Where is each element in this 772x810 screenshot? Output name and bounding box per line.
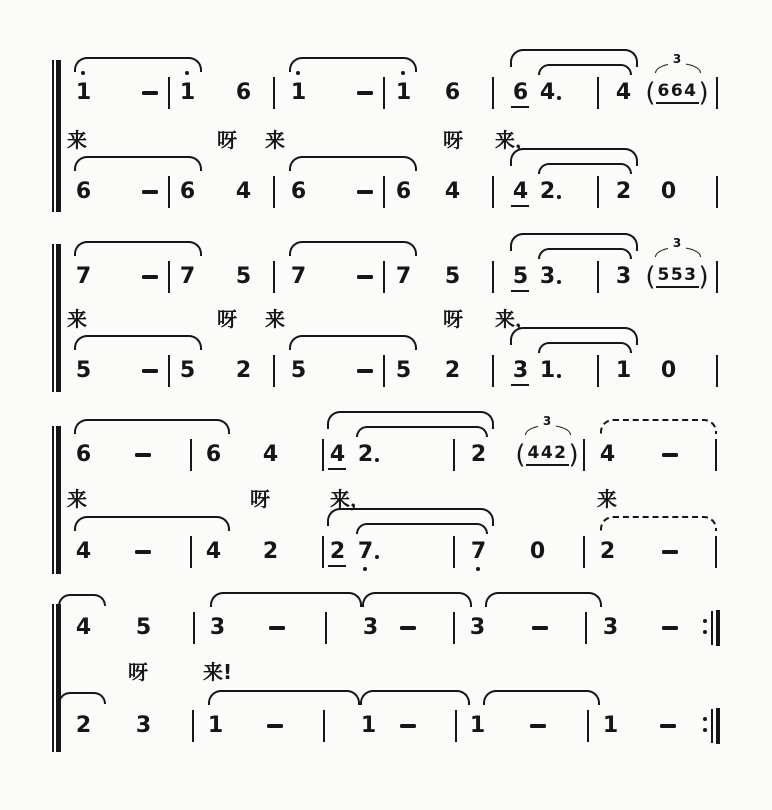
barline — [715, 536, 717, 568]
note-digit: 4 — [75, 539, 91, 564]
barline — [587, 710, 589, 742]
barline — [583, 439, 585, 471]
note-digit: 4 — [444, 179, 460, 204]
repeat-thick-bar — [716, 610, 721, 646]
duration-dash — [530, 724, 546, 728]
barline — [583, 536, 585, 568]
slur-arc — [74, 156, 202, 171]
barline — [273, 355, 275, 387]
note-digit: 2 — [470, 442, 486, 467]
repeat-thick-bar — [716, 708, 721, 744]
barline — [322, 439, 324, 471]
note-digit: 0 — [660, 179, 676, 204]
system-barline-thick — [56, 426, 61, 574]
duration-dash — [660, 724, 676, 728]
note-digit: 1 — [615, 358, 631, 383]
barline — [325, 612, 327, 644]
note-digit: 6 — [75, 442, 91, 467]
barline — [585, 612, 587, 644]
barline — [597, 355, 599, 387]
barline — [168, 261, 170, 293]
slur-arc — [74, 241, 202, 256]
barline — [383, 176, 385, 208]
repeat-dot — [703, 619, 707, 623]
slur-arc — [74, 57, 202, 72]
slur-arc — [289, 57, 417, 72]
barline — [716, 355, 718, 387]
slur-arc — [356, 523, 488, 534]
lyric-syllable: 呀 — [217, 128, 237, 152]
lyric-syllable: 来 — [265, 128, 285, 152]
barline — [168, 77, 170, 109]
augmentation-dot — [557, 195, 561, 199]
note-digit: 6 — [512, 80, 528, 105]
slur-arc — [74, 335, 202, 350]
eighth-beam — [511, 384, 529, 386]
barline — [383, 77, 385, 109]
lyric-syllable: 来， — [495, 128, 535, 152]
system-barline-thick — [56, 604, 61, 752]
barline — [715, 439, 717, 471]
slur-arc — [538, 163, 632, 174]
barline — [716, 261, 718, 293]
repeat-dot — [703, 728, 707, 732]
slur-arc — [538, 248, 632, 259]
open-paren: ( — [515, 440, 526, 470]
barline — [716, 176, 718, 208]
repeat-dot — [703, 717, 707, 721]
grace-group — [635, 263, 719, 291]
note-digit: 4 — [262, 442, 278, 467]
barline — [453, 536, 455, 568]
duration-dash — [532, 626, 548, 630]
duration-dash — [400, 724, 416, 728]
duration-dash — [135, 453, 151, 457]
note-digit: 3 — [469, 615, 485, 640]
note-digit: 1 — [75, 80, 91, 105]
system-barline-thin — [52, 426, 54, 574]
duration-dash — [142, 369, 158, 373]
duration-dash — [357, 91, 373, 95]
slur-arc — [74, 516, 230, 531]
note-digit: 4 — [512, 179, 528, 204]
augmentation-dot — [557, 374, 561, 378]
note-digit: 2 — [235, 358, 251, 383]
note-digit: 6 — [444, 80, 460, 105]
duration-dash — [662, 626, 678, 630]
tie-arc — [600, 419, 717, 434]
note-digit: 7 — [357, 539, 373, 564]
slur-arc — [210, 592, 362, 607]
duration-dash — [357, 275, 373, 279]
barline — [492, 355, 494, 387]
grace-notes: 553 — [656, 266, 699, 288]
barline — [597, 176, 599, 208]
barline — [322, 536, 324, 568]
close-paren: ) — [698, 78, 709, 108]
lyric-syllable: 呀 — [443, 128, 463, 152]
note-digit: 1 — [395, 80, 411, 105]
duration-dash — [662, 550, 678, 554]
duration-dash — [142, 275, 158, 279]
note-digit: 5 — [75, 358, 91, 383]
octave-dot-high — [81, 71, 85, 75]
note-digit: 7 — [75, 264, 91, 289]
note-digit: 5 — [395, 358, 411, 383]
octave-dot-high — [296, 71, 300, 75]
note-digit: 3 — [362, 615, 378, 640]
slur-arc — [538, 342, 632, 353]
duration-dash — [357, 369, 373, 373]
lyric-syllable: 来! — [203, 660, 233, 684]
lyric-syllable: 来 — [67, 487, 87, 511]
repeat-thin-bar — [711, 611, 713, 645]
slur-arc — [289, 241, 417, 256]
lyric-syllable: 来， — [330, 487, 370, 511]
eighth-beam — [328, 565, 346, 567]
barline — [168, 355, 170, 387]
grace-notes: 442 — [526, 444, 569, 466]
barline — [273, 261, 275, 293]
lyric-syllable: 呀 — [128, 660, 148, 684]
slur-arc — [538, 64, 632, 75]
augmentation-dot — [557, 96, 561, 100]
slur-arc — [483, 690, 600, 705]
slur-arc — [58, 594, 106, 606]
triplet-number: 3 — [668, 237, 686, 249]
system-barline-thin — [52, 604, 54, 752]
note-digit: 5 — [179, 358, 195, 383]
lyric-syllable: 来 — [67, 307, 87, 331]
slur-arc — [360, 690, 470, 705]
slur-arc — [208, 690, 360, 705]
barline — [453, 612, 455, 644]
barline — [597, 77, 599, 109]
note-digit: 2 — [329, 539, 345, 564]
duration-dash — [267, 724, 283, 728]
barline — [383, 261, 385, 293]
barline — [492, 261, 494, 293]
repeat-thin-bar — [711, 709, 713, 743]
barline — [455, 710, 457, 742]
triplet-number: 3 — [538, 415, 556, 427]
note-digit: 4 — [615, 80, 631, 105]
repeat-dot — [703, 630, 707, 634]
augmentation-dot — [557, 280, 561, 284]
note-digit: 5 — [444, 264, 460, 289]
note-digit: 2 — [539, 179, 555, 204]
open-paren: ( — [645, 262, 656, 292]
note-digit: 6 — [179, 179, 195, 204]
note-digit: 3 — [539, 264, 555, 289]
eighth-beam — [328, 468, 346, 470]
lyric-syllable: 呀 — [250, 487, 270, 511]
grace-group — [505, 441, 589, 469]
barline — [192, 710, 194, 742]
note-digit: 6 — [75, 179, 91, 204]
note-digit: 1 — [290, 80, 306, 105]
open-paren: ( — [645, 78, 656, 108]
barline — [273, 77, 275, 109]
lyric-syllable: 来 — [597, 487, 617, 511]
barline — [597, 261, 599, 293]
slur-arc — [289, 156, 417, 171]
note-digit: 6 — [205, 442, 221, 467]
barline — [273, 176, 275, 208]
system-barline-thin — [52, 244, 54, 392]
note-digit: 4 — [205, 539, 221, 564]
duration-dash — [269, 626, 285, 630]
note-digit: 2 — [75, 713, 91, 738]
note-digit: 7 — [290, 264, 306, 289]
system-barline-thin — [52, 60, 54, 212]
barline — [190, 439, 192, 471]
slur-arc — [485, 592, 602, 607]
octave-dot-low — [363, 567, 367, 571]
eighth-beam — [511, 106, 529, 108]
note-digit: 2 — [262, 539, 278, 564]
note-digit: 3 — [209, 615, 225, 640]
lyric-syllable: 呀 — [443, 307, 463, 331]
note-digit: 4 — [235, 179, 251, 204]
close-paren: ) — [698, 262, 709, 292]
close-paren: ) — [568, 440, 579, 470]
augmentation-dot — [375, 458, 379, 462]
barline — [453, 439, 455, 471]
barline — [168, 176, 170, 208]
note-digit: 3 — [135, 713, 151, 738]
note-digit: 0 — [529, 539, 545, 564]
lyric-syllable: 来 — [67, 128, 87, 152]
note-digit: 6 — [235, 80, 251, 105]
note-digit: 1 — [207, 713, 223, 738]
note-digit: 2 — [615, 179, 631, 204]
note-digit: 4 — [539, 80, 555, 105]
slur-arc — [362, 592, 472, 607]
note-digit: 1 — [469, 713, 485, 738]
slur-arc — [289, 335, 417, 350]
octave-dot-high — [401, 71, 405, 75]
system-barline-thick — [56, 244, 61, 392]
duration-dash — [142, 91, 158, 95]
note-digit: 5 — [135, 615, 151, 640]
note-digit: 7 — [179, 264, 195, 289]
note-digit: 1 — [539, 358, 555, 383]
grace-notes: 664 — [656, 82, 699, 104]
duration-dash — [357, 190, 373, 194]
duration-dash — [662, 453, 678, 457]
lyric-syllable: 呀 — [217, 307, 237, 331]
eighth-beam — [511, 205, 529, 207]
note-digit: 5 — [512, 264, 528, 289]
grace-group — [635, 79, 719, 107]
slur-arc — [74, 419, 230, 434]
barline — [492, 176, 494, 208]
note-digit: 5 — [290, 358, 306, 383]
note-digit: 6 — [395, 179, 411, 204]
slur-arc — [58, 692, 106, 704]
note-digit: 6 — [290, 179, 306, 204]
note-digit: 3 — [512, 358, 528, 383]
octave-dot-low — [476, 567, 480, 571]
duration-dash — [142, 190, 158, 194]
note-digit: 1 — [179, 80, 195, 105]
note-digit: 3 — [615, 264, 631, 289]
barline — [323, 710, 325, 742]
eighth-beam — [511, 290, 529, 292]
duration-dash — [400, 626, 416, 630]
duration-dash — [135, 550, 151, 554]
tie-arc — [600, 516, 717, 531]
note-digit: 5 — [235, 264, 251, 289]
lyric-syllable: 来 — [265, 307, 285, 331]
lyric-syllable: 来， — [495, 307, 535, 331]
note-digit: 3 — [602, 615, 618, 640]
note-digit: 1 — [360, 713, 376, 738]
note-digit: 2 — [444, 358, 460, 383]
slur-arc — [356, 426, 488, 437]
barline — [492, 77, 494, 109]
augmentation-dot — [375, 555, 379, 559]
barline — [383, 355, 385, 387]
octave-dot-high — [185, 71, 189, 75]
note-digit: 4 — [329, 442, 345, 467]
note-digit: 1 — [602, 713, 618, 738]
barline — [190, 536, 192, 568]
barline — [716, 77, 718, 109]
note-digit: 0 — [660, 358, 676, 383]
triplet-number: 3 — [668, 53, 686, 65]
barline — [193, 612, 195, 644]
system-barline-thick — [56, 60, 61, 212]
note-digit: 7 — [395, 264, 411, 289]
note-digit: 7 — [470, 539, 486, 564]
note-digit: 4 — [75, 615, 91, 640]
note-digit: 2 — [599, 539, 615, 564]
note-digit: 2 — [357, 442, 373, 467]
note-digit: 4 — [599, 442, 615, 467]
